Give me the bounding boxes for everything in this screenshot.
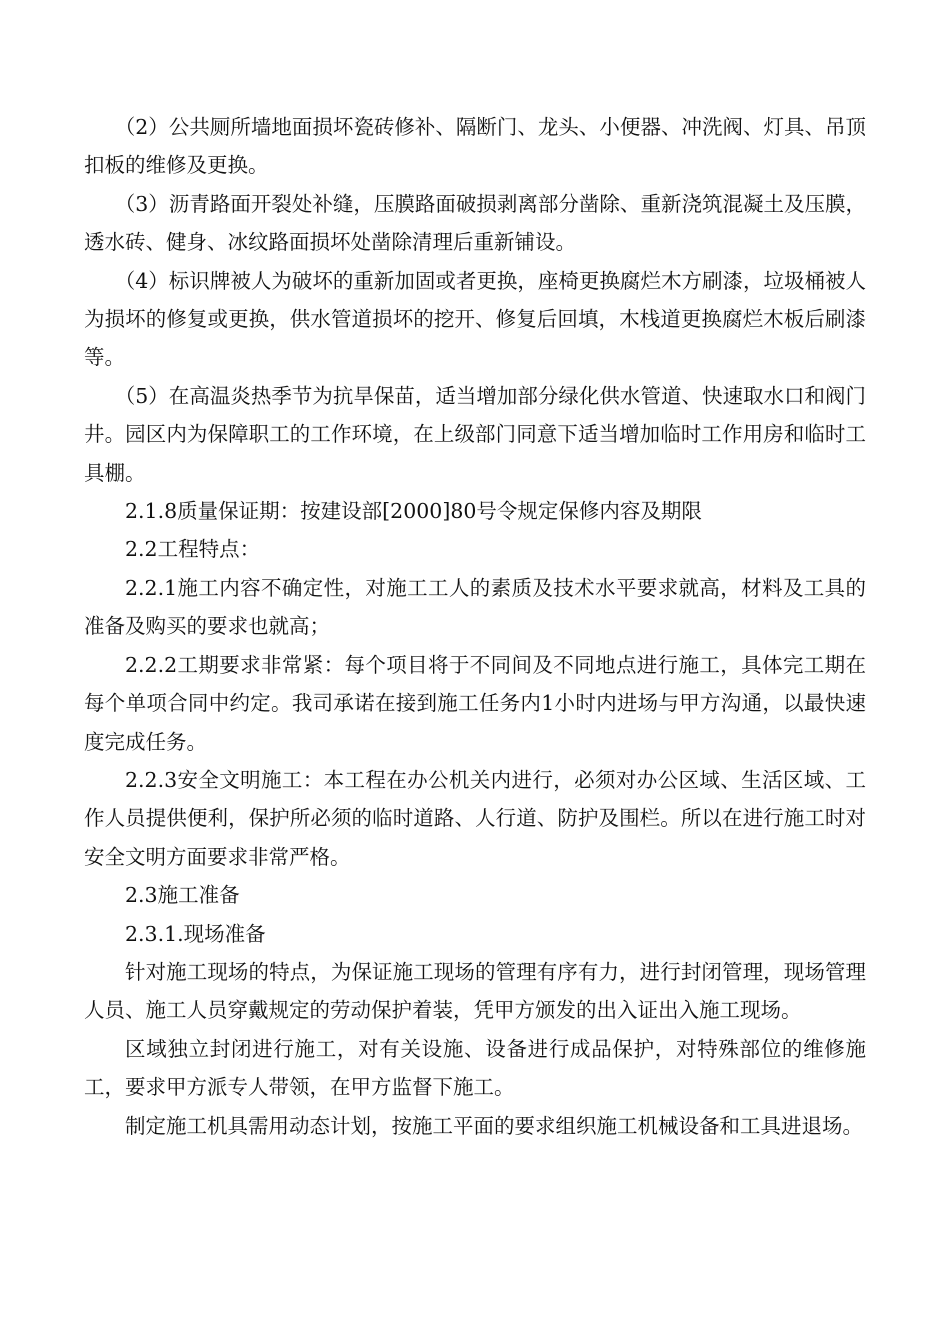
- section-2-2-2: 2.2.2工期要求非常紧：每个项目将于不同间及不同地点进行施工，具体完工期在每个单项合同中约定。我司承诺在接到施工任务内1小时内进场与甲方沟通，以最快速度完成任务。: [84, 652, 866, 754]
- paragraph-site-management: 针对施工现场的特点，为保证施工现场的管理有序有力，进行封闭管理，现场管理人员、施工人员穿戴规定的劳动保护着装，凭甲方颁发的出入证出入施工现场。: [84, 959, 866, 1023]
- section-heading-2-3: 2.3施工准备: [125, 883, 240, 908]
- section-2-2-1: 2.2.1施工内容不确定性，对施工工人的素质及技术水平要求就高，材料及工具的准备及购买的要求也就高；: [84, 575, 866, 639]
- section-2-2-3: 2.2.3安全文明施工：本工程在办公机关内进行，必须对办公区域、生活区域、工作人员提供便利，保护所必须的临时道路、人行道、防护及围栏。所以在进行施工时对安全文明方面要求非常严格。: [84, 767, 866, 869]
- paragraph-equipment-plan: 制定施工机具需用动态计划，按施工平面的要求组织施工机械设备和工具进退场。: [125, 1113, 863, 1138]
- paragraph-item-4: （4）标识牌被人为破坏的重新加固或者更换，座椅更换腐烂木方刷漆，垃圾桶被人为损坏的修复或更换，供水管道损坏的挖开、修复后回填，木栈道更换腐烂木板后刷漆等。: [84, 268, 866, 370]
- paragraph-item-3: （3）沥青路面开裂处补缝，压膜路面破损剥离部分凿除、重新浇筑混凝土及压膜，透水砖、健身、冰纹路面损坏处凿除清理后重新铺设。: [84, 191, 866, 255]
- section-heading-2-2: 2.2工程特点：: [125, 537, 261, 562]
- document-page: [84, 108, 866, 1145]
- section-2-1-8: 2.1.8质量保证期：按建设部[2000]80号令规定保修内容及期限: [125, 499, 702, 524]
- section-heading-2-3-1: 2.3.1.现场准备: [125, 921, 266, 946]
- paragraph-item-5: （5）在高温炎热季节为抗旱保苗，适当增加部分绿化供水管道、快速取水口和阀门井。园区内为保障职工的工作环境，在上级部门同意下适当增加临时工作用房和临时工具棚。: [84, 383, 866, 485]
- paragraph-area-enclosure: 区域独立封闭进行施工，对有关设施、设备进行成品保护，对特殊部位的维修施工，要求甲方派专人带领，在甲方监督下施工。: [84, 1036, 866, 1100]
- paragraph-item-2: （2）公共厕所墙地面损坏瓷砖修补、隔断门、龙头、小便器、冲洗阀、灯具、吊顶扣板的维修及更换。: [84, 115, 866, 178]
